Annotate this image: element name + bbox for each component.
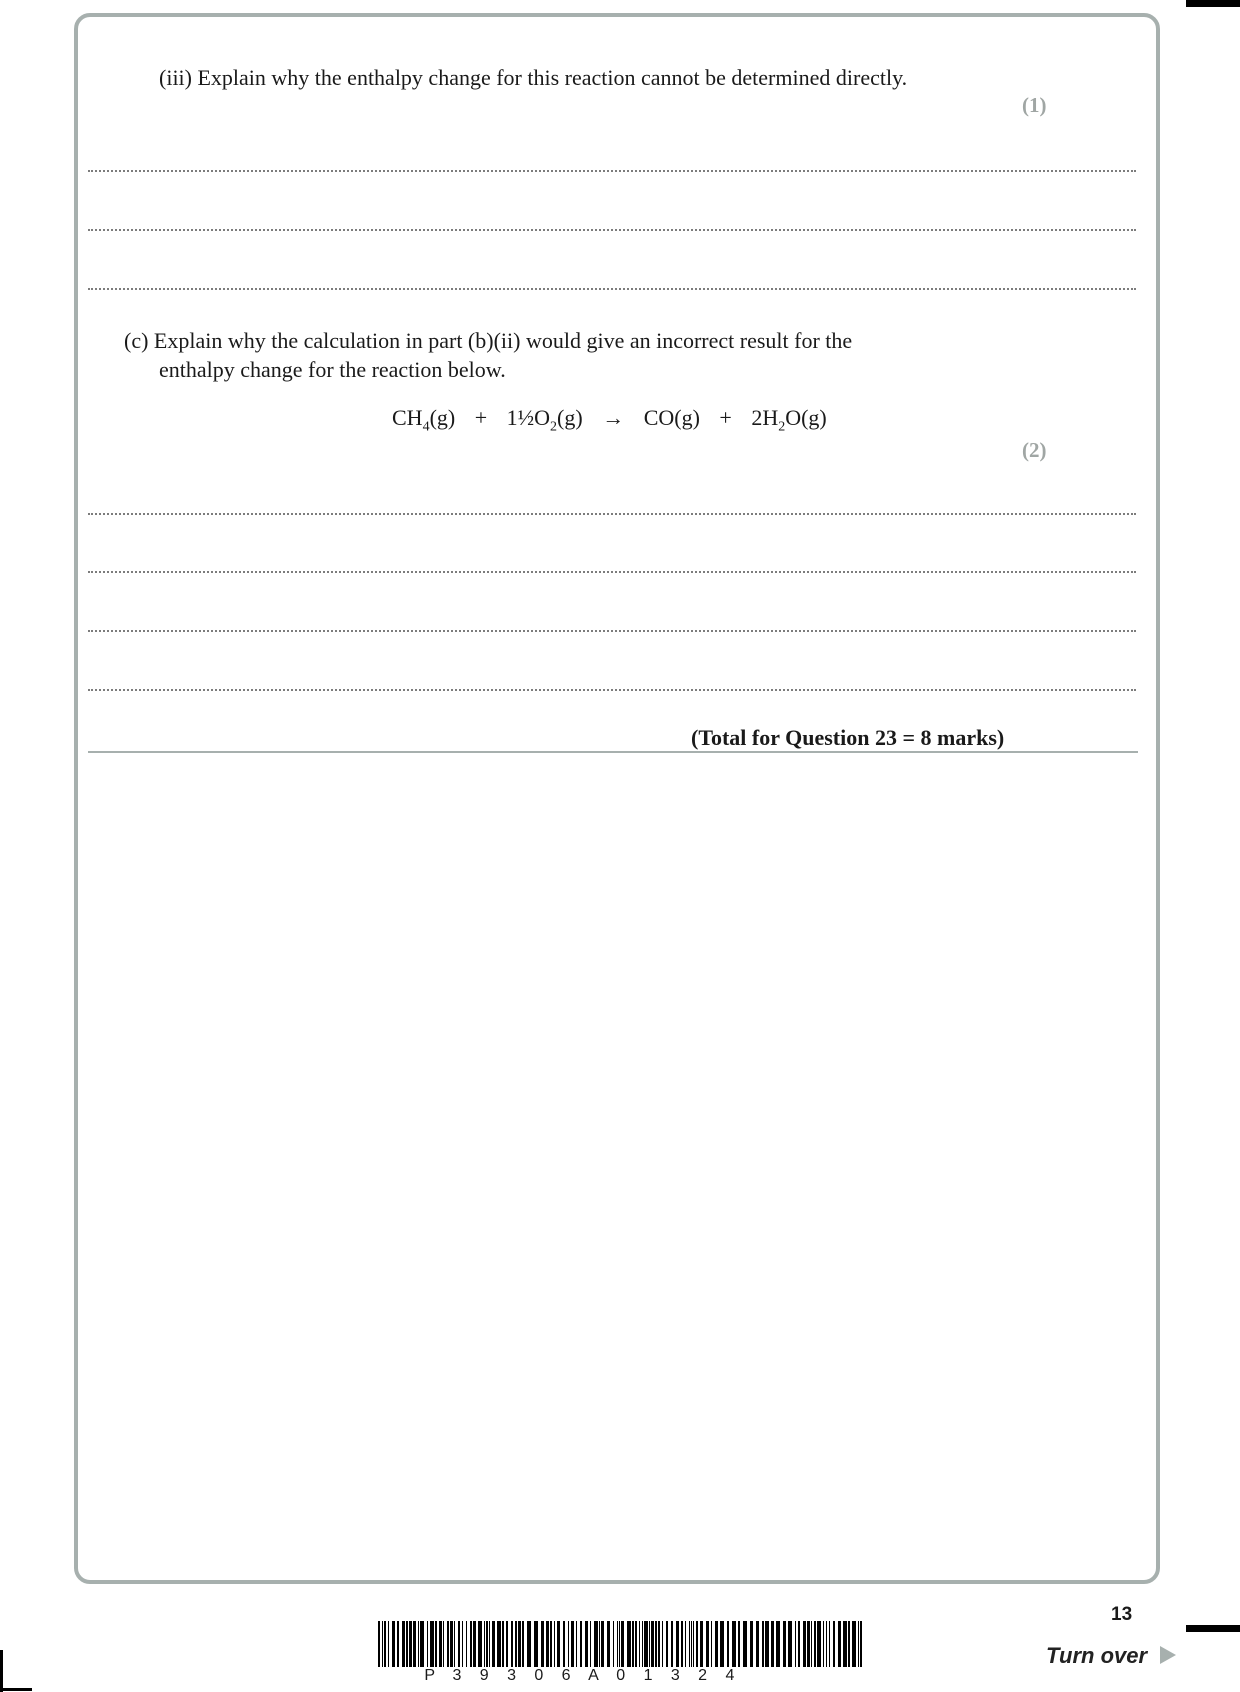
barcode-digit: 3: [507, 1667, 516, 1684]
barcode-digit: A: [588, 1667, 599, 1684]
plus-sign: +: [474, 405, 488, 430]
barcode-bar: [651, 1621, 654, 1667]
barcode-bar: [447, 1621, 449, 1667]
barcode-bar: [838, 1621, 841, 1667]
barcode-digit: 2: [698, 1667, 708, 1684]
barcode-digit: 0: [534, 1667, 544, 1684]
barcode-bar: [392, 1621, 395, 1667]
barcode-bar: [639, 1621, 640, 1667]
barcode-bar: [590, 1621, 591, 1667]
barcode-bar: [776, 1621, 780, 1667]
barcode-bar: [814, 1621, 816, 1667]
barcode-bar: [642, 1621, 643, 1667]
product-co: CO(g): [643, 405, 700, 430]
barcode-bar: [635, 1621, 637, 1667]
barcode-bar: [811, 1621, 812, 1667]
barcode-bar: [771, 1621, 774, 1667]
barcode-bar: [843, 1621, 847, 1667]
barcode-bar: [478, 1621, 482, 1667]
barcode-bar: [462, 1621, 463, 1667]
barcode-bar: [829, 1621, 830, 1667]
barcode-bar: [563, 1621, 565, 1667]
barcode-bar: [568, 1621, 569, 1667]
barcode-bar: [502, 1621, 504, 1667]
barcode-bar: [649, 1621, 650, 1667]
barcode-bar: [484, 1621, 485, 1667]
product-water: $2H_2O(g)$: [751, 405, 827, 435]
barcode-bar: [858, 1621, 859, 1667]
answer-line[interactable]: [88, 571, 1136, 573]
barcode-bar: [756, 1621, 759, 1667]
section-divider: [88, 751, 1138, 753]
barcode-bar: [435, 1621, 437, 1667]
answer-line[interactable]: [88, 513, 1136, 515]
barcode-bar: [541, 1621, 544, 1667]
barcode-bar: [378, 1621, 380, 1667]
crop-mark: [1186, 1625, 1240, 1632]
barcode-bar: [454, 1621, 455, 1667]
barcode-digit: 1: [643, 1667, 653, 1684]
barcode-bar: [727, 1621, 729, 1667]
barcode-bar: [601, 1621, 604, 1667]
barcode-bar: [676, 1621, 679, 1667]
question-iii-marks: (1): [1022, 93, 1047, 117]
barcode-bar: [706, 1621, 709, 1667]
barcode-bar: [557, 1621, 560, 1667]
turn-over-label: Turn over: [1046, 1643, 1177, 1669]
crop-mark: [0, 1688, 32, 1691]
answer-line[interactable]: [88, 288, 1136, 290]
barcode-bar: [450, 1621, 453, 1667]
barcode-bar: [402, 1621, 405, 1667]
barcode-bar: [522, 1621, 524, 1667]
barcode-bar: [848, 1621, 850, 1667]
barcode-bar: [443, 1621, 444, 1667]
barcode-bar: [783, 1621, 786, 1667]
barcode-bar: [486, 1621, 488, 1667]
barcode-bar: [689, 1621, 690, 1667]
play-arrow-icon: [1159, 1645, 1177, 1665]
barcode-bar: [715, 1621, 718, 1667]
barcode-bar: [720, 1621, 724, 1667]
barcode-bar: [576, 1621, 577, 1667]
barcode-bar: [409, 1621, 412, 1667]
barcode-digit: 0: [616, 1667, 626, 1684]
barcode-bar: [750, 1621, 753, 1667]
barcode-digit: 6: [561, 1667, 571, 1684]
barcode-bar: [506, 1621, 508, 1667]
barcode-bar: [671, 1621, 673, 1667]
barcode-bar: [599, 1621, 600, 1667]
barcode-bar: [711, 1621, 712, 1667]
barcode-bar: [585, 1621, 588, 1667]
barcode-bar: [397, 1621, 399, 1667]
barcode-digit: P: [424, 1667, 435, 1684]
barcode-digit: 3: [452, 1667, 462, 1684]
barcode-bar: [860, 1621, 862, 1667]
barcode-bar: [427, 1621, 428, 1667]
barcode-bar: [470, 1621, 472, 1667]
crop-mark: [1186, 0, 1240, 7]
barcode-bar: [826, 1621, 827, 1667]
barcode-bar: [430, 1621, 434, 1667]
barcode-bar: [658, 1621, 660, 1667]
barcode-bar: [655, 1621, 657, 1667]
barcode-bar: [700, 1621, 703, 1667]
barcode-bar: [439, 1621, 442, 1667]
barcode-bar: [418, 1621, 419, 1667]
barcode-bar: [546, 1621, 549, 1667]
barcode-bar: [823, 1621, 824, 1667]
barcode-bar: [681, 1621, 683, 1667]
barcode-bar: [594, 1621, 598, 1667]
answer-line[interactable]: [88, 689, 1136, 691]
barcode-bar: [473, 1621, 476, 1667]
barcode-bar: [511, 1621, 513, 1667]
barcode-bar: [518, 1621, 521, 1667]
barcode-bar: [384, 1621, 386, 1667]
barcode-bar: [738, 1621, 740, 1667]
barcode-bar: [696, 1621, 698, 1667]
question-c-marks: (2): [1022, 438, 1047, 462]
barcode-digit: 9: [479, 1667, 489, 1684]
barcode-bar: [571, 1621, 574, 1667]
barcode: [378, 1621, 864, 1667]
barcode-bar: [743, 1621, 747, 1667]
barcode-bar: [627, 1621, 631, 1667]
barcode-digits: [416, 1667, 744, 1685]
barcode-bar: [413, 1621, 416, 1667]
barcode-bar: [788, 1621, 792, 1667]
barcode-bar: [489, 1621, 490, 1667]
total-marks: (Total for Question 23 = 8 marks): [691, 725, 1005, 750]
barcode-bar: [732, 1621, 736, 1667]
reaction-equation: [392, 405, 827, 435]
barcode-bar: [550, 1621, 552, 1667]
barcode-bar: [607, 1621, 610, 1667]
barcode-digit: 4: [725, 1667, 735, 1684]
barcode-digit: 3: [670, 1667, 680, 1684]
plus-sign: +: [719, 405, 732, 430]
barcode-bar: [662, 1621, 663, 1667]
barcode-bar: [666, 1621, 668, 1667]
barcode-bar: [817, 1621, 821, 1667]
barcode-bar: [807, 1621, 810, 1667]
barcode-bar: [613, 1621, 614, 1667]
reactant-methane: $CH_4(g)$: [392, 405, 456, 435]
barcode-bar: [803, 1621, 806, 1667]
barcode-bar: [619, 1621, 620, 1667]
question-iii-text: (iii) Explain why the enthalpy change for this reaction cannot be determined directly.: [159, 65, 908, 90]
reactant-oxygen: $1\frac{1}{2}O_2(g)$: [506, 405, 583, 435]
barcode-bar: [534, 1621, 538, 1667]
crop-mark: [0, 1650, 3, 1692]
barcode-bar: [388, 1621, 389, 1667]
barcode-bar: [497, 1621, 501, 1667]
barcode-bar: [420, 1621, 424, 1667]
barcode-bar: [515, 1621, 517, 1667]
page-number: 13: [1111, 1604, 1133, 1625]
barcode-bar: [762, 1621, 764, 1667]
barcode-bar: [621, 1621, 624, 1667]
barcode-bar: [382, 1621, 383, 1667]
barcode-bar: [406, 1621, 408, 1667]
barcode-bar: [765, 1621, 769, 1667]
barcode-bar: [685, 1621, 686, 1667]
barcode-bar: [833, 1621, 835, 1667]
barcode-bar: [617, 1621, 618, 1667]
barcode-bar: [554, 1621, 555, 1667]
barcode-bar: [466, 1621, 467, 1667]
barcode-bar: [580, 1621, 582, 1667]
arrow-icon: →: [602, 405, 625, 430]
answer-line[interactable]: [88, 630, 1136, 632]
barcode-bar: [852, 1621, 856, 1667]
barcode-bar: [458, 1621, 460, 1667]
answer-line[interactable]: [88, 229, 1136, 231]
barcode-bar: [632, 1621, 634, 1667]
barcode-bar: [693, 1621, 694, 1667]
barcode-bar: [644, 1621, 648, 1667]
barcode-bar: [527, 1621, 531, 1667]
barcode-bar: [798, 1621, 800, 1667]
page-frame: [74, 13, 1160, 1584]
barcode-bar: [691, 1621, 692, 1667]
barcode-bar: [492, 1621, 495, 1667]
question-c-line2: enthalpy change for the reaction below.: [159, 357, 506, 382]
question-c-line1: (c) Explain why the calculation in part (b)(ii) would give an incorrect result for the: [124, 328, 853, 353]
barcode-bar: [795, 1621, 796, 1667]
answer-line[interactable]: [88, 170, 1136, 172]
